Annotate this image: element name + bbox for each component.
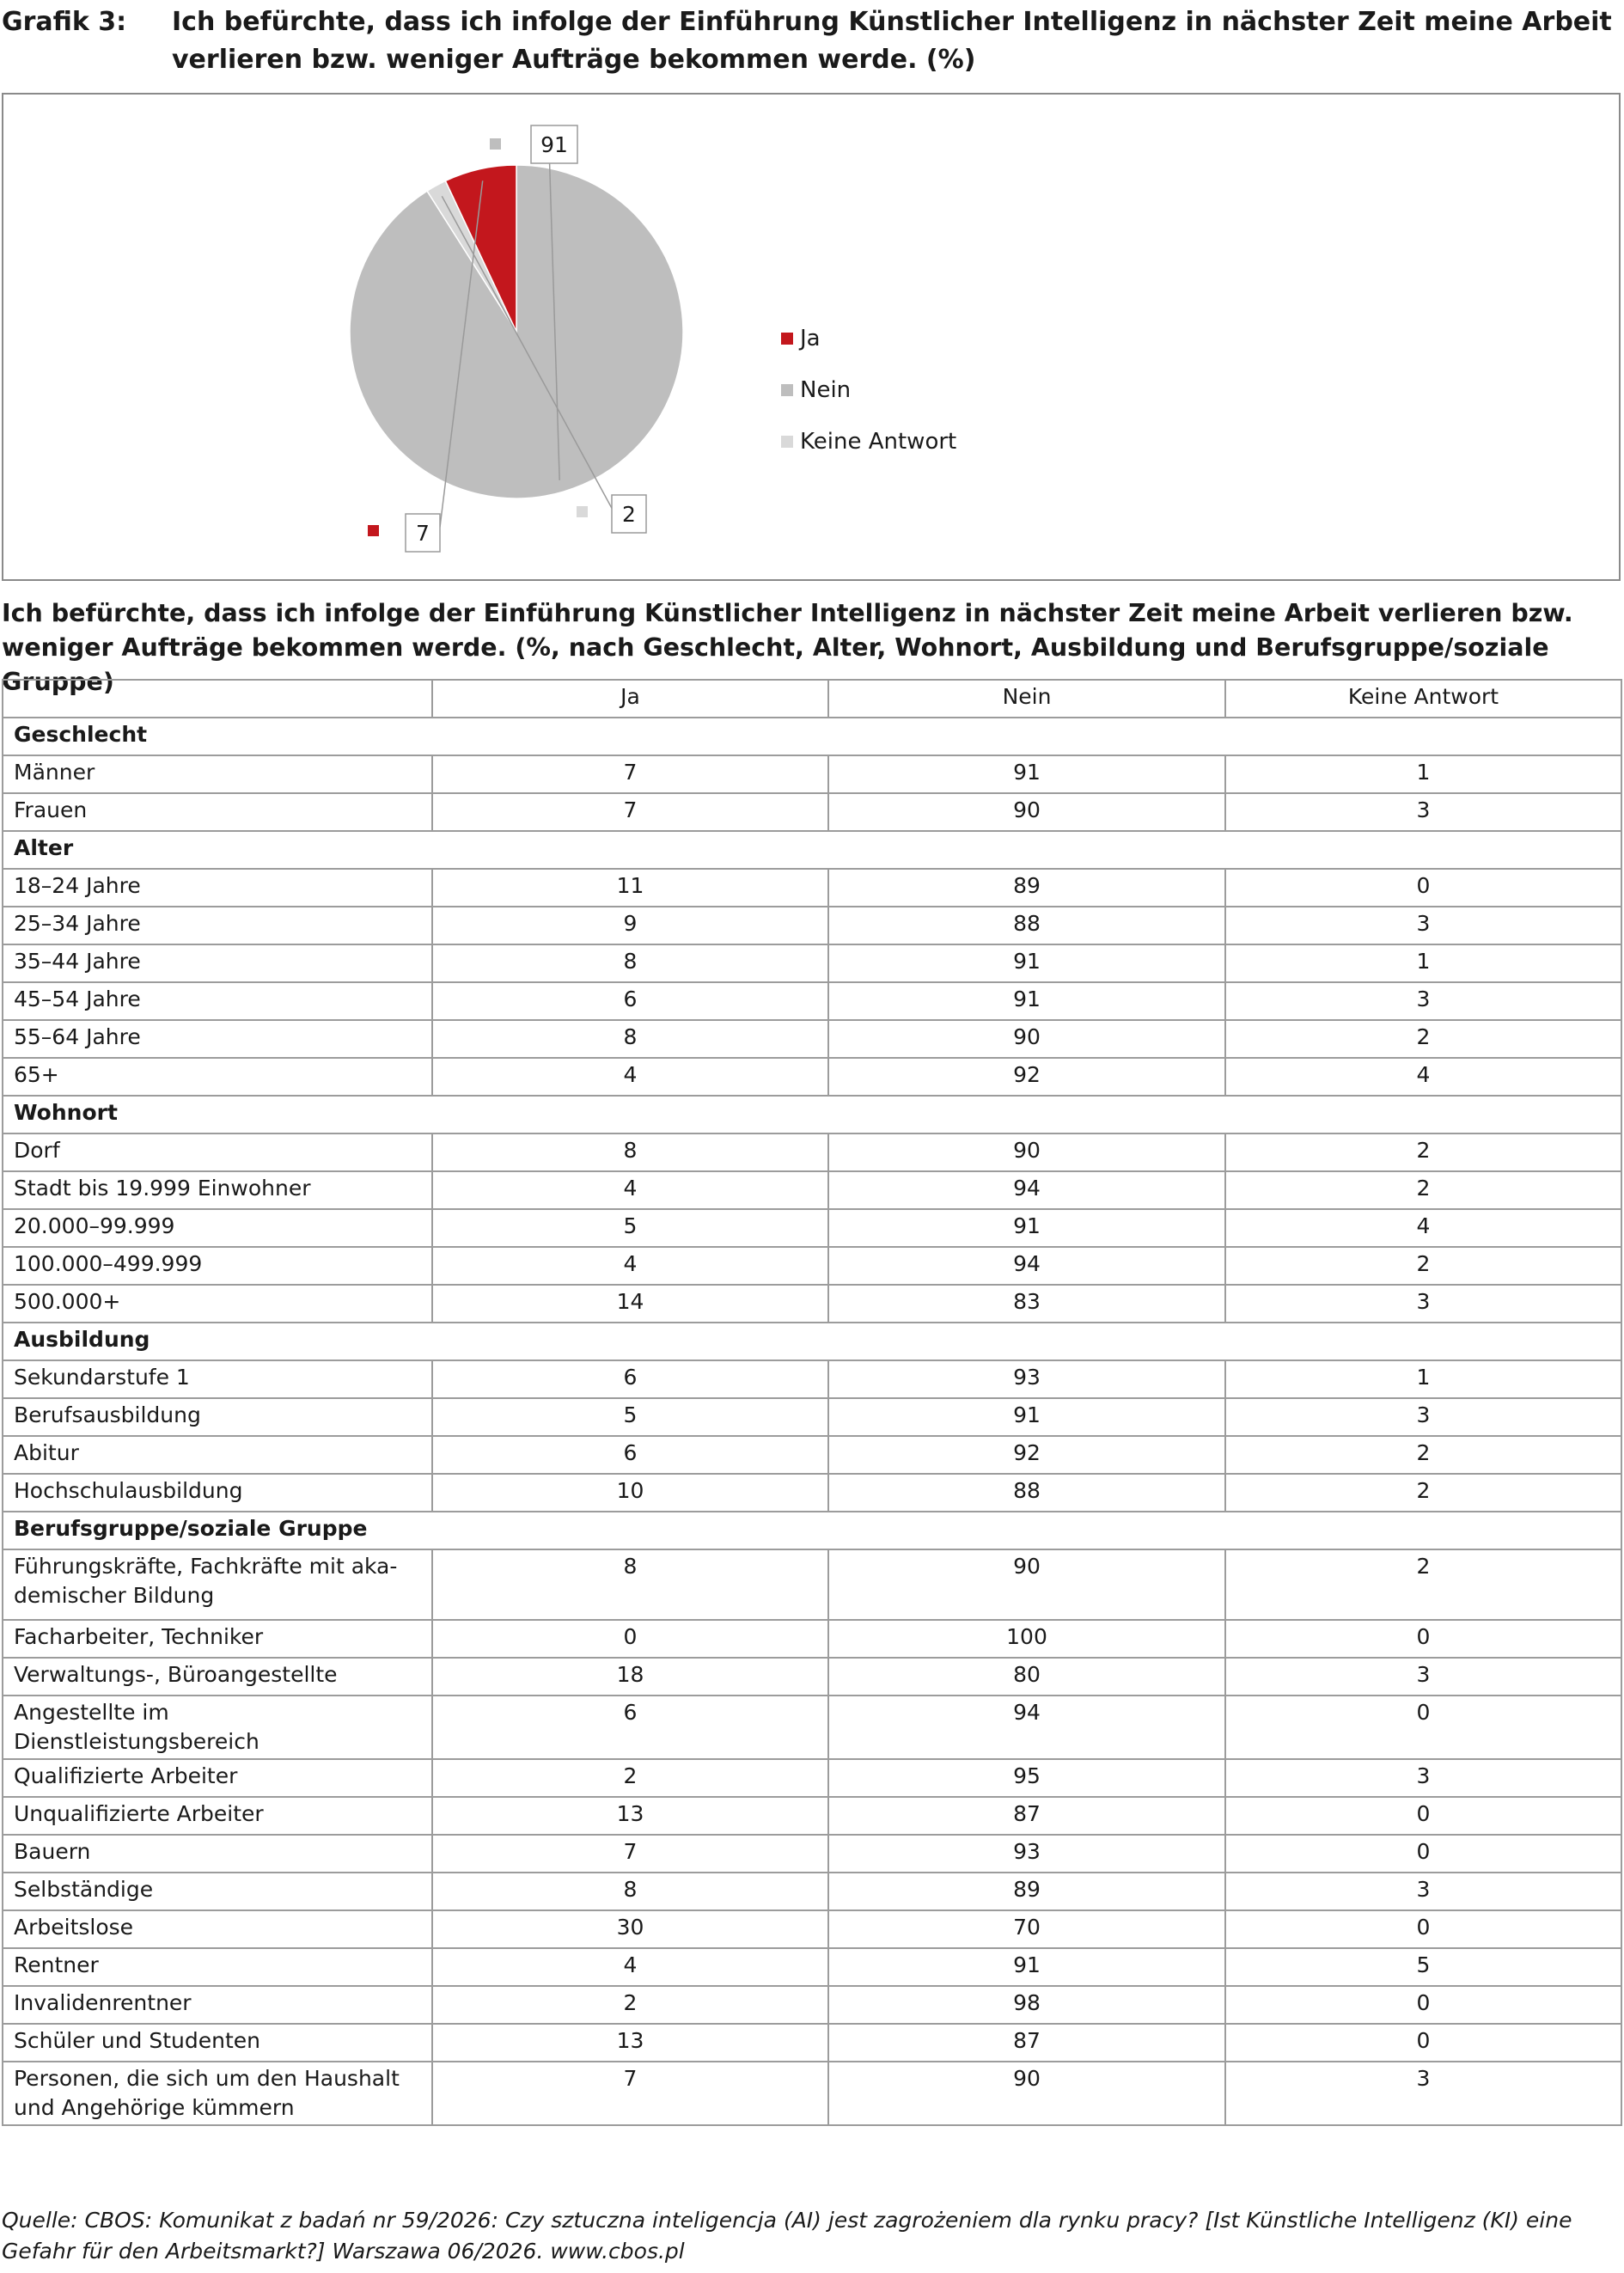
- cell-ja: 30: [432, 1910, 828, 1948]
- cell-nein: 88: [828, 907, 1225, 944]
- cell-ja: 2: [432, 1986, 828, 2024]
- row-label: 55–64 Jahre: [3, 1020, 432, 1058]
- cell-keine-antwort: 0: [1225, 1797, 1621, 1835]
- row-label: Qualifizierte Arbeiter: [3, 1759, 432, 1797]
- cell-nein: 83: [828, 1285, 1225, 1323]
- cell-ja: 4: [432, 1171, 828, 1209]
- group-header-row: [3, 1323, 1621, 1360]
- cell-keine-antwort: 3: [1225, 793, 1621, 831]
- table-row: [3, 907, 1621, 944]
- row-label: Stadt bis 19.999 Einwohner: [3, 1171, 432, 1209]
- cell-nein: 91: [828, 1398, 1225, 1436]
- cell-keine-antwort: 2: [1225, 1474, 1621, 1512]
- row-label: 45–54 Jahre: [3, 982, 432, 1020]
- row-label: Invalidenrentner: [3, 1986, 432, 2024]
- chart-label: Grafik 3:: [2, 7, 127, 37]
- row-label: Führungskräfte, Fachkräfte mit aka-demischer Bildung: [3, 1549, 432, 1620]
- cell-keine-antwort: 1: [1225, 1360, 1621, 1398]
- table-row: [3, 2024, 1621, 2062]
- table-row: [3, 1247, 1621, 1285]
- cell-keine-antwort: 0: [1225, 1910, 1621, 1948]
- cell-keine-antwort: 5: [1225, 1948, 1621, 1986]
- table-row: [3, 944, 1621, 982]
- cell-ja: 6: [432, 1436, 828, 1474]
- cell-ja: 6: [432, 1696, 828, 1759]
- cell-keine-antwort: 0: [1225, 1696, 1621, 1759]
- cell-nein: 90: [828, 2062, 1225, 2125]
- table-header-row: [3, 680, 1621, 718]
- cell-nein: 91: [828, 944, 1225, 982]
- cell-nein: 95: [828, 1759, 1225, 1797]
- table-row: [3, 1658, 1621, 1696]
- table-row: [3, 1436, 1621, 1474]
- cell-nein: 90: [828, 1133, 1225, 1171]
- cell-ja: 13: [432, 2024, 828, 2062]
- group-label: Ausbildung: [3, 1323, 1621, 1360]
- row-label: Verwaltungs-, Büroangestellte: [3, 1658, 432, 1696]
- row-label: Sekundarstufe 1: [3, 1360, 432, 1398]
- cell-ja: 5: [432, 1209, 828, 1247]
- group-label: Wohnort: [3, 1096, 1621, 1133]
- cell-nein: 89: [828, 869, 1225, 907]
- legend-swatch: [781, 436, 793, 448]
- row-label: Berufsausbildung: [3, 1398, 432, 1436]
- data-table: [2, 679, 1622, 2126]
- table-row: [3, 755, 1621, 793]
- cell-keine-antwort: 2: [1225, 1171, 1621, 1209]
- table-row: [3, 793, 1621, 831]
- row-label: Frauen: [3, 793, 432, 831]
- data-label: 7: [416, 521, 430, 546]
- row-label: 65+: [3, 1058, 432, 1096]
- table-row: [3, 2062, 1621, 2125]
- table-body: [3, 718, 1621, 2125]
- cell-nein: 88: [828, 1474, 1225, 1512]
- cell-keine-antwort: 0: [1225, 869, 1621, 907]
- cell-ja: 8: [432, 1133, 828, 1171]
- cell-nein: 98: [828, 1986, 1225, 2024]
- row-label: Facharbeiter, Techniker: [3, 1620, 432, 1658]
- table-title: Ich befürchte, dass ich infolge der Einführung Künstlicher Intelligenz in nächster Zeit meine Arbeit verlieren bzw. weniger Aufträge bekommen werde. (%, nach Geschlecht, Alter, Wohnort, Ausbildung und Berufsgruppe/soziale Gruppe): [2, 599, 1573, 696]
- data-label: 2: [622, 502, 636, 527]
- cell-ja: 8: [432, 944, 828, 982]
- data-label: 91: [540, 132, 568, 157]
- pie-chart-frame: [2, 93, 1621, 581]
- cell-nein: 91: [828, 982, 1225, 1020]
- legend-swatch: [781, 333, 793, 345]
- cell-nein: 90: [828, 1020, 1225, 1058]
- table-row: [3, 1020, 1621, 1058]
- cell-nein: 92: [828, 1436, 1225, 1474]
- row-label: Arbeitslose: [3, 1910, 432, 1948]
- cell-keine-antwort: 0: [1225, 1986, 1621, 2024]
- group-label: Berufsgruppe/soziale Gruppe: [3, 1512, 1621, 1549]
- cell-ja: 18: [432, 1658, 828, 1696]
- cell-keine-antwort: 1: [1225, 944, 1621, 982]
- header-cell-keine-antwort: Keine Antwort: [1225, 680, 1621, 718]
- row-label: Personen, die sich um den Haushalt und Angehörige kümmern: [3, 2062, 432, 2125]
- cell-nein: 92: [828, 1058, 1225, 1096]
- row-label: Hochschulausbildung: [3, 1474, 432, 1512]
- table-row: [3, 1797, 1621, 1835]
- cell-nein: 70: [828, 1910, 1225, 1948]
- legend-label: Nein: [800, 377, 852, 403]
- cell-ja: 9: [432, 907, 828, 944]
- table-row: [3, 1171, 1621, 1209]
- table-row: [3, 1620, 1621, 1658]
- table-row: [3, 1285, 1621, 1323]
- header-cell-label: [3, 680, 432, 718]
- cell-ja: 13: [432, 1797, 828, 1835]
- row-label: Angestellte im Dienstleistungsbereich: [3, 1696, 432, 1759]
- cell-keine-antwort: 3: [1225, 1759, 1621, 1797]
- cell-ja: 6: [432, 1360, 828, 1398]
- cell-keine-antwort: 1: [1225, 755, 1621, 793]
- row-label: 18–24 Jahre: [3, 869, 432, 907]
- row-label: Bauern: [3, 1835, 432, 1873]
- cell-nein: 87: [828, 2024, 1225, 2062]
- cell-nein: 93: [828, 1835, 1225, 1873]
- source-note: Quelle: CBOS: Komunikat z badań nr 59/2026: Czy sztuczna inteligencja (AI) jest zagrożeniem dla rynku pracy? [Ist Künstliche Intelligenz (KI) eine Gefahr für den Arbeitsmarkt?] Warszawa 06/2026. www.cbos.pl: [2, 2208, 1572, 2264]
- group-header-row: [3, 1512, 1621, 1549]
- cell-keine-antwort: 3: [1225, 1398, 1621, 1436]
- table-row: [3, 1873, 1621, 1910]
- table-row: [3, 1759, 1621, 1797]
- cell-keine-antwort: 3: [1225, 907, 1621, 944]
- table-row: [3, 1910, 1621, 1948]
- data-label-marker: [577, 506, 588, 517]
- cell-nein: 87: [828, 1797, 1225, 1835]
- cell-keine-antwort: 0: [1225, 1620, 1621, 1658]
- group-label: Geschlecht: [3, 718, 1621, 755]
- table-row: [3, 1549, 1621, 1620]
- cell-ja: 6: [432, 982, 828, 1020]
- cell-ja: 0: [432, 1620, 828, 1658]
- cell-ja: 8: [432, 1020, 828, 1058]
- group-label: Alter: [3, 831, 1621, 869]
- table-row: [3, 1696, 1621, 1759]
- row-label: Rentner: [3, 1948, 432, 1986]
- header-cell-ja: Ja: [432, 680, 828, 718]
- cell-ja: 10: [432, 1474, 828, 1512]
- cell-ja: 2: [432, 1759, 828, 1797]
- chart-title-text: Ich befürchte, dass ich infolge der Einführung Künstlicher Intelligenz in nächster Zeit meine Arbeit verlieren bzw. weniger Aufträge bekommen werde. (%): [172, 7, 1612, 75]
- row-label: 100.000–499.999: [3, 1247, 432, 1285]
- cell-nein: 93: [828, 1360, 1225, 1398]
- group-header-row: [3, 831, 1621, 869]
- cell-ja: 7: [432, 1835, 828, 1873]
- cell-ja: 4: [432, 1948, 828, 1986]
- cell-ja: 5: [432, 1398, 828, 1436]
- cell-keine-antwort: 2: [1225, 1247, 1621, 1285]
- row-label: 20.000–99.999: [3, 1209, 432, 1247]
- row-label: Selbständige: [3, 1873, 432, 1910]
- row-label: 500.000+: [3, 1285, 432, 1323]
- cell-nein: 94: [828, 1171, 1225, 1209]
- table-row: [3, 1835, 1621, 1873]
- cell-ja: 7: [432, 793, 828, 831]
- data-label-marker: [490, 138, 501, 150]
- cell-nein: 100: [828, 1620, 1225, 1658]
- row-label: Dorf: [3, 1133, 432, 1171]
- cell-keine-antwort: 3: [1225, 1285, 1621, 1323]
- row-label: Männer: [3, 755, 432, 793]
- table-row: [3, 982, 1621, 1020]
- row-label: Schüler und Studenten: [3, 2024, 432, 2062]
- cell-nein: 94: [828, 1696, 1225, 1759]
- cell-keine-antwort: 4: [1225, 1058, 1621, 1096]
- cell-nein: 90: [828, 1549, 1225, 1620]
- cell-ja: 14: [432, 1285, 828, 1323]
- cell-ja: 7: [432, 755, 828, 793]
- group-header-row: [3, 718, 1621, 755]
- header-cell-nein: Nein: [828, 680, 1225, 718]
- cell-ja: 4: [432, 1247, 828, 1285]
- cell-nein: 91: [828, 1948, 1225, 1986]
- row-label: 35–44 Jahre: [3, 944, 432, 982]
- cell-keine-antwort: 3: [1225, 1658, 1621, 1696]
- cell-nein: 90: [828, 793, 1225, 831]
- cell-nein: 91: [828, 1209, 1225, 1247]
- table-row: [3, 1398, 1621, 1436]
- cell-keine-antwort: 2: [1225, 1436, 1621, 1474]
- group-header-row: [3, 1096, 1621, 1133]
- cell-keine-antwort: 3: [1225, 2062, 1621, 2125]
- table-row: [3, 1360, 1621, 1398]
- cell-nein: 89: [828, 1873, 1225, 1910]
- cell-keine-antwort: 3: [1225, 982, 1621, 1020]
- cell-keine-antwort: 3: [1225, 1873, 1621, 1910]
- table-row: [3, 1133, 1621, 1171]
- cell-keine-antwort: 4: [1225, 1209, 1621, 1247]
- cell-keine-antwort: 2: [1225, 1020, 1621, 1058]
- table-row: [3, 1986, 1621, 2024]
- cell-ja: 11: [432, 869, 828, 907]
- row-label: 25–34 Jahre: [3, 907, 432, 944]
- cell-nein: 94: [828, 1247, 1225, 1285]
- cell-ja: 4: [432, 1058, 828, 1096]
- cell-keine-antwort: 0: [1225, 1835, 1621, 1873]
- legend-label: Keine Antwort: [800, 429, 957, 455]
- row-label: Abitur: [3, 1436, 432, 1474]
- cell-keine-antwort: 0: [1225, 2024, 1621, 2062]
- table-row: [3, 1058, 1621, 1096]
- legend-label: Ja: [800, 326, 821, 351]
- row-label: Unqualifizierte Arbeiter: [3, 1797, 432, 1835]
- cell-ja: 7: [432, 2062, 828, 2125]
- cell-ja: 8: [432, 1549, 828, 1620]
- data-label-marker: [368, 525, 379, 536]
- table-row: [3, 869, 1621, 907]
- cell-nein: 91: [828, 755, 1225, 793]
- legend-swatch: [781, 384, 793, 396]
- table-row: [3, 1474, 1621, 1512]
- cell-ja: 8: [432, 1873, 828, 1910]
- table-row: [3, 1948, 1621, 1986]
- cell-keine-antwort: 2: [1225, 1133, 1621, 1171]
- cell-keine-antwort: 2: [1225, 1549, 1621, 1620]
- cell-nein: 80: [828, 1658, 1225, 1696]
- table-row: [3, 1209, 1621, 1247]
